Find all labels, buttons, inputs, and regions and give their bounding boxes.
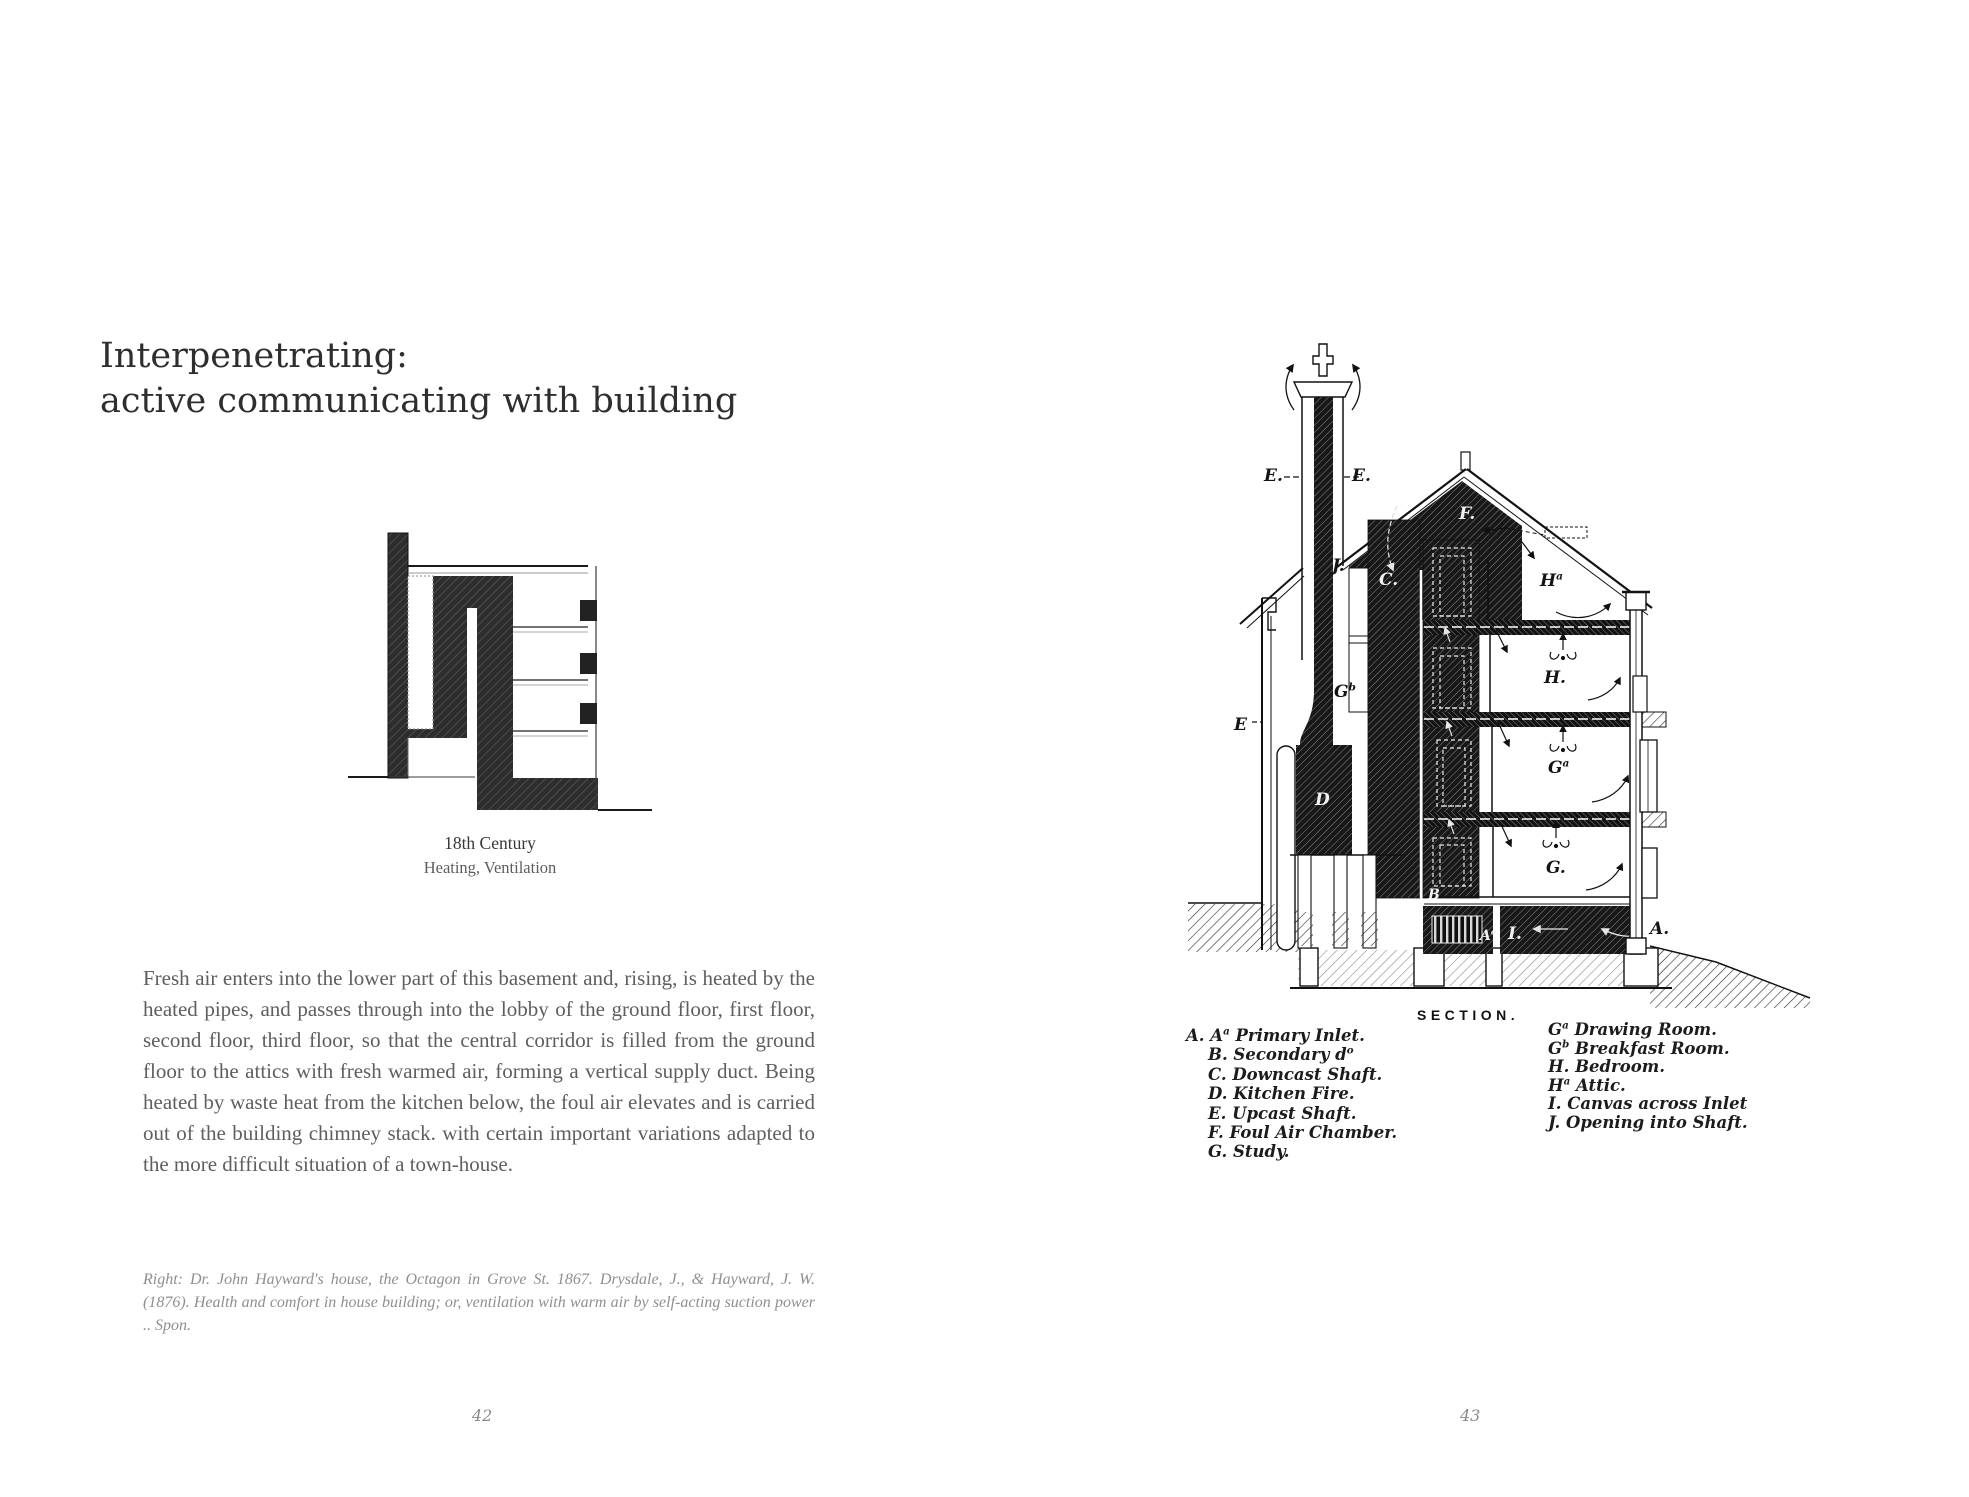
label-study: G. xyxy=(1546,858,1566,878)
legend-item: $G^a$ Drawing Room. xyxy=(1548,1019,1717,1039)
label-upcast-left: E. xyxy=(1264,466,1283,486)
label-secondary-inlet: B xyxy=(1428,887,1440,903)
label-primary-inlet-a: $A^a$ xyxy=(1480,927,1497,944)
label-bedroom: H. xyxy=(1544,668,1566,688)
legend-item: $H^a$ Attic. xyxy=(1548,1075,1626,1095)
heating-ventilation-diagram xyxy=(300,520,660,820)
diagram-caption xyxy=(330,830,650,880)
section-heading: SECTION. xyxy=(1417,1007,1520,1023)
label-kitchen-fire: D xyxy=(1315,790,1330,810)
legend-item: D. Kitchen Fire. xyxy=(1208,1084,1355,1104)
legend-item: B. Secondary $d^o$ xyxy=(1208,1044,1354,1065)
label-attic: $H^a$ xyxy=(1540,570,1563,591)
figure-citation: Right: Dr. John Hayward's house, the Octagon in Grove St. 1867. Drysdale, J., & Hayward, J. W. (1876). Health and comfort in house building; or, ventilation with warm air by self-acting suction power .. Spon. xyxy=(143,1271,815,1334)
legend-item: $G^b$ Breakfast Room. xyxy=(1548,1038,1730,1058)
page-number-right: 43 xyxy=(1460,1406,1481,1425)
diagram-caption-systems: Heating, Ventilation xyxy=(423,858,557,877)
legend-item: G. Study. xyxy=(1208,1142,1290,1162)
label-breakfast-room: $G^b$ xyxy=(1334,681,1356,702)
label-upcast-lower: E xyxy=(1234,715,1247,735)
label-opening-shaft: J. xyxy=(1332,556,1345,576)
house-section-engraving xyxy=(1180,270,1830,1010)
legend-left-column xyxy=(1186,1026,1397,1162)
label-upcast-right: E. xyxy=(1352,466,1371,486)
legend-item: A. $A^a$ Primary Inlet. xyxy=(1186,1025,1365,1045)
label-primary-inlet: A. xyxy=(1650,919,1670,939)
label-drawing-room: $G^a$ xyxy=(1548,757,1570,778)
label-foul-air-chamber: F. xyxy=(1459,504,1476,524)
legend-item: E. Upcast Shaft. xyxy=(1208,1103,1357,1123)
label-downcast-shaft: C. xyxy=(1379,570,1399,590)
diagram-caption-era: 18th Century xyxy=(444,833,536,853)
legend-item: C. Downcast Shaft. xyxy=(1208,1064,1383,1084)
chapter-title xyxy=(100,334,860,424)
chapter-title-line1: Interpenetrating: xyxy=(100,336,408,376)
legend-right-column xyxy=(1548,1021,1748,1133)
legend-item: I. Canvas across Inlet xyxy=(1548,1094,1748,1114)
legend-item: F. Foul Air Chamber. xyxy=(1208,1123,1398,1143)
legend-item: J. Opening into Shaft. xyxy=(1548,1112,1748,1132)
chapter-title-line2: active communicating with building xyxy=(100,381,738,421)
label-canvas-inlet: I. xyxy=(1508,924,1522,944)
legend-item: H. Bedroom. xyxy=(1548,1057,1665,1077)
page-number-left: 42 xyxy=(472,1406,493,1425)
body-paragraph: Fresh air enters into the lower part of this basement and, rising, is heated by the heated pipes, and passes through into the lobby of the ground floor, first floor, second floor, third floor, so that the central corridor is filled from the ground floor to the attics with fresh warmed air, forming a vertical supply duct. Being heated by waste heat from the kitchen below, the foul air elevates and is carried out of the building chimney stack. with certain important variations adapted to the more difficult situation of a town-house. xyxy=(143,966,815,1176)
